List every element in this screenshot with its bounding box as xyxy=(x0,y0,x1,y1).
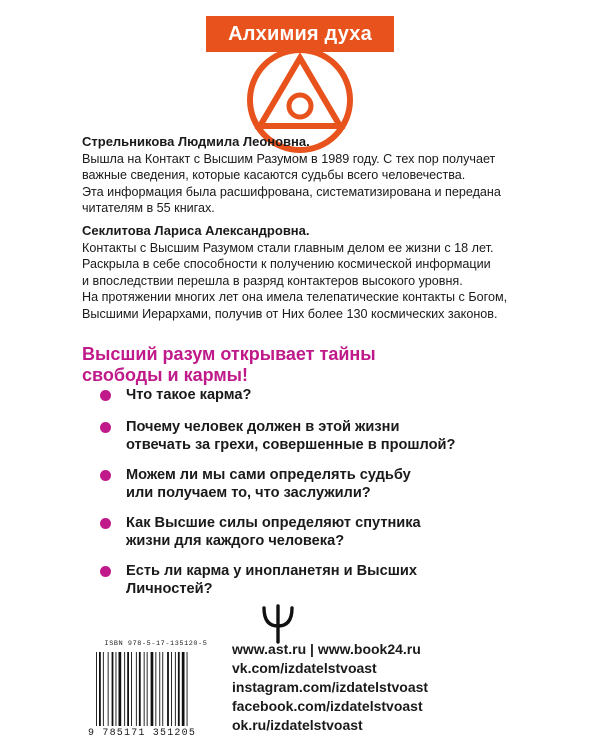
question-list xyxy=(100,386,540,610)
question-3-line-1: Можем ли мы сами определять судьбу xyxy=(126,467,411,483)
headline xyxy=(82,344,522,386)
bio-1-line-1: Вышла на Контакт с Высшим Разумом в 1989 году. С тех пор получает xyxy=(82,151,496,166)
list-item xyxy=(100,562,540,598)
question-5-line-2: Личностей? xyxy=(126,581,213,597)
headline-line-2: свободы и кармы! xyxy=(82,365,249,385)
bullet-dot-icon xyxy=(100,518,111,529)
question-5-line-1: Есть ли карма у инопланетян и Высших xyxy=(126,563,417,579)
psi-symbol-icon xyxy=(258,604,298,644)
list-item xyxy=(100,386,540,404)
publisher-contacts xyxy=(232,640,532,735)
instagram-link: instagram.com/izdatelstvoast xyxy=(232,679,429,695)
bullet-dot-icon xyxy=(100,566,111,577)
bio-2-line-4: На протяжении многих лет она имела телепатические контакты с Богом, xyxy=(82,290,508,305)
bio-1-line-4: читателям в 55 книгах. xyxy=(82,201,215,216)
bullet-dot-icon xyxy=(100,422,111,433)
question-1-line-1: Что такое карма? xyxy=(126,387,252,403)
bullet-dot-icon xyxy=(100,470,111,481)
question-4-line-1: Как Высшие силы определяют спутника xyxy=(126,515,421,531)
bio-2-line-1: Контакты с Высшим Разумом стали главным делом ее жизни с 18 лет. xyxy=(82,240,494,255)
facebook-link: facebook.com/izdatelstvoast xyxy=(232,698,423,714)
ok-link: ok.ru/izdatelstvoast xyxy=(232,717,363,733)
list-item xyxy=(100,418,540,454)
question-4-line-2: жизни для каждого человека? xyxy=(126,533,345,549)
barcode-icon xyxy=(94,652,218,726)
website-links: www.ast.ru | www.book24.ru xyxy=(232,641,421,657)
author-name-1: Стрельникова Людмила Леоновна. xyxy=(82,134,310,149)
author-name-2: Секлитова Лариса Александровна. xyxy=(82,223,310,238)
series-title: Алхимия духа xyxy=(228,22,372,45)
bio-2-line-2: Раскрыла в себе способности к получению космической информации xyxy=(82,257,491,272)
author-bio-1 xyxy=(82,134,532,217)
bio-2-line-3: и впоследствии перешла в разряд контактеров высокого уровня. xyxy=(82,273,463,288)
author-bio-2 xyxy=(82,223,532,323)
isbn-label: ISBN 978-5-17-135120-5 xyxy=(104,640,208,648)
question-3-line-2: или получаем то, что заслужили? xyxy=(126,485,371,501)
question-2-line-1: Почему человек должен в этой жизни xyxy=(126,419,400,435)
headline-line-1: Высший разум открывает тайны xyxy=(82,344,376,364)
isbn-digits: 9 785171 351205 xyxy=(88,728,197,739)
list-item xyxy=(100,514,540,550)
question-2-line-2: отвечать за грехи, совершенные в прошлой? xyxy=(126,437,456,453)
bullet-dot-icon xyxy=(100,390,111,401)
vk-link: vk.com/izdatelstvoast xyxy=(232,660,377,676)
isbn-barcode xyxy=(86,640,226,740)
bio-1-line-3: Эта информация была расшифрована, систематизирована и передана xyxy=(82,184,501,199)
list-item xyxy=(100,466,540,502)
bio-1-line-2: важные сведения, которые касаются судьбы всего человечества. xyxy=(82,168,466,183)
bio-2-line-5: Высшими Иерархами, получив от Них более 130 космических законов. xyxy=(82,306,498,321)
